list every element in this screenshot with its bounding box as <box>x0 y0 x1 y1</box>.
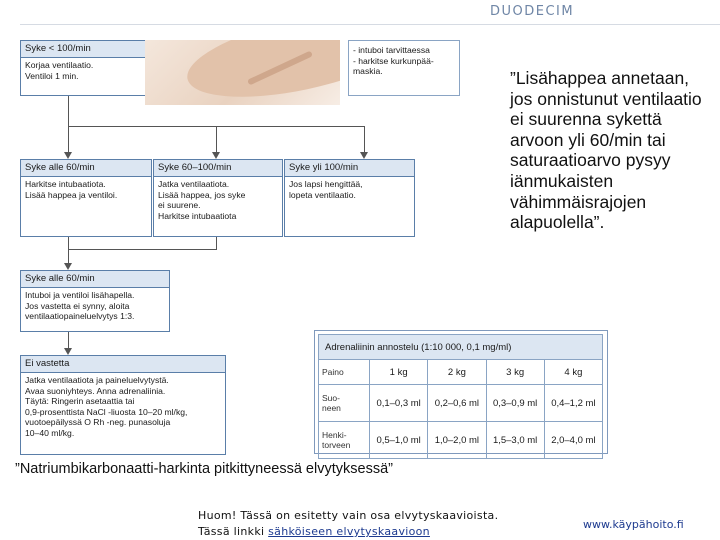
box-header: Syke 60–100/min <box>154 160 282 177</box>
table-row <box>319 422 603 459</box>
box-body: - intuboi tarvittaessa - harkitse kurkunpää- maskia. <box>353 45 434 77</box>
dose-cell: 1,5–3,0 ml <box>486 422 544 459</box>
weight-cell: 1 kg <box>370 360 428 385</box>
note-line: Huom! Tässä on esitetty vain osa elvytyskaavioista. <box>198 509 499 522</box>
infant-photo <box>145 40 340 105</box>
quote-text: ”Lisähappea annetaan, jos onnistunut ventilaatio ei suurenna sykettä arvoon yli 60/min tai saturaatioarvo pysyy iänmukaisten vähimmäisrajojen alapuolella”. <box>510 68 702 233</box>
table-row <box>319 385 603 422</box>
box-body: Harkitse intubaatiota. Lisää happea ja ventiloi. <box>25 179 118 200</box>
weight-cell: 3 kg <box>486 360 544 385</box>
box-header: Syke alle 60/min <box>21 271 169 288</box>
connector <box>68 249 217 250</box>
arrow-down-icon <box>212 152 220 159</box>
dose-cell: 1,0–2,0 ml <box>428 422 486 459</box>
footer-url[interactable]: www.käypähoito.fi <box>583 518 684 531</box>
box-header: Syke < 100/min <box>21 41 147 58</box>
note-block <box>198 508 498 540</box>
box-airway-options <box>348 40 460 96</box>
connector <box>216 237 217 249</box>
row-label: Suo- neen <box>319 385 370 422</box>
box-body: Jos lapsi hengittää, lopeta ventilaatio. <box>289 179 363 200</box>
dose-cell: 0,2–0,6 ml <box>428 385 486 422</box>
dose-cell: 2,0–4,0 ml <box>544 422 602 459</box>
weight-cell: 2 kg <box>428 360 486 385</box>
dose-table-title <box>319 335 603 360</box>
connector <box>216 126 217 152</box>
connector <box>364 126 365 152</box>
note-prefix: Tässä linkki <box>198 525 269 538</box>
resuscitation-chart-link[interactable]: sähköiseen elvytyskaavioon <box>268 525 430 538</box>
box-header: Ei vastetta <box>21 356 225 373</box>
brand-logo-text: DUODECIM <box>490 4 575 19</box>
box-header: Syke yli 100/min <box>285 160 414 177</box>
box-branch-60-100 <box>153 159 283 237</box>
arrow-down-icon <box>64 348 72 355</box>
arrow-down-icon <box>64 263 72 270</box>
dose-cell: 0,1–0,3 ml <box>370 385 428 422</box>
box-branch-under-60 <box>20 159 152 237</box>
table-row <box>319 360 603 385</box>
dose-table <box>318 334 603 459</box>
box-body: Intuboi ja ventiloi lisähapella. Jos vastetta ei synny, aloita ventilaatiopaineluelvytys 1:3. <box>25 290 135 322</box>
arrow-down-icon <box>64 152 72 159</box>
box-pulse-under-100 <box>20 40 148 96</box>
box-body: Jatka ventilaatiota ja paineluelvytystä. Avaa suoniyhteys. Anna adrenaliinia. Täytä: Ringerin asetaattia tai 0,9-prosenttista NaCl -liuosta 10–20 ml/kg, vuotoepäilyssä O Rh -neg. punasoluja 10–40 ml/kg. <box>25 375 188 438</box>
connector <box>68 96 69 126</box>
box-step3-under-60 <box>20 270 170 332</box>
connector <box>68 126 69 152</box>
box-header: Syke alle 60/min <box>21 160 151 177</box>
dose-cell: 0,4–1,2 ml <box>544 385 602 422</box>
box-branch-over-100 <box>284 159 415 237</box>
box-step4-no-response <box>20 355 226 455</box>
row-label: Paino <box>319 360 370 385</box>
box-body: Jatka ventilaatiota. Lisää happea, jos syke ei suurene. Harkitse intubaatiota <box>158 179 246 221</box>
dose-cell: 0,3–0,9 ml <box>486 385 544 422</box>
dose-subtitle: (1:10 000, 0,1 mg/ml) <box>421 341 512 353</box>
caption-text: ”Natriumbikarbonaatti-harkinta pitkittyneessä elvytyksessä” <box>15 461 393 477</box>
dose-cell: 0,5–1,0 ml <box>370 422 428 459</box>
box-body: Korjaa ventilaatio. Ventiloi 1 min. <box>25 60 94 81</box>
row-label: Henki- torveen <box>319 422 370 459</box>
connector <box>68 237 69 263</box>
weight-cell: 4 kg <box>544 360 602 385</box>
header-divider <box>20 24 720 25</box>
arrow-down-icon <box>360 152 368 159</box>
dose-title: Adrenaliinin annostelu <box>325 341 419 353</box>
note-line <box>198 524 498 540</box>
